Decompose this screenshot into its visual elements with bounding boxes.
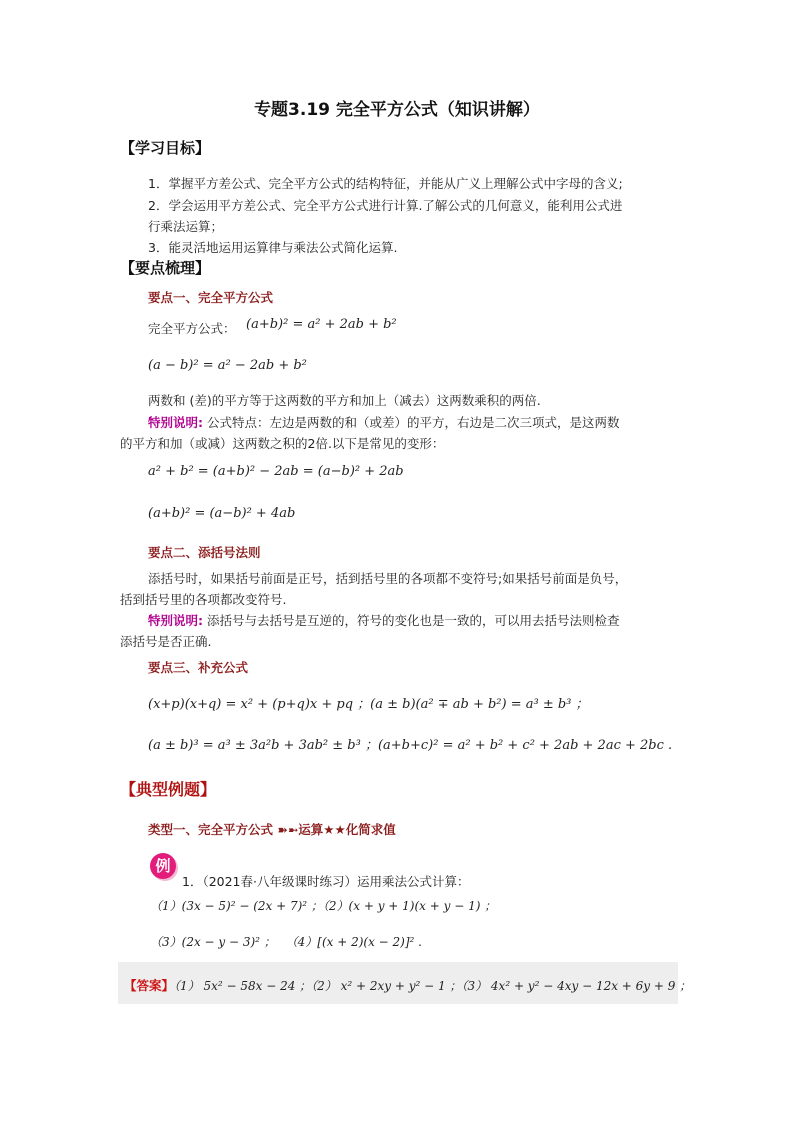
rule-text: 添括号时，如果括号前面是正号，括到括号里的各项都不变符号;如果括号前面是负号， [148, 571, 628, 586]
formula-square-of-sum: (a+b)² = a² + 2ab + b² [246, 317, 397, 332]
examples-heading: 【典型例题】 [120, 780, 217, 799]
formula-prefix: 完全平方公式： [148, 321, 236, 336]
variant-formula: a² + b² = (a+b)² − 2ab = (a−b)² + 2ab [148, 464, 404, 479]
page-title: 专题3.19 完全平方公式（知识讲解） [254, 100, 540, 120]
goal-item: 行乘法运算； [148, 219, 224, 234]
note-line-continued: 添括号是否正确. [120, 634, 212, 649]
example-badge-icon: 例 [150, 853, 176, 879]
formula-square-of-difference: (a − b)² = a² − 2ab + b² [148, 358, 307, 373]
rule-text: 括到括号里的各项都改变符号. [120, 592, 287, 607]
example-subquestions: （3）(2x − y − 3)² ； （4）[(x + 2)(x − 2)]² . [150, 935, 422, 949]
supplementary-formula: (x+p)(x+q) = x² + (p+q)x + pq ；(a ± b)(a² ∓ ab + b²) = a³ ± b³ ； [148, 697, 589, 712]
goal-item: 3．能灵活地运用运算律与乘法公式简化运算. [148, 240, 398, 255]
point2-heading: 要点二、添括号法则 [148, 545, 261, 560]
example-question: 1．（2021春·八年级课时练习）运用乘法公式计算： [182, 874, 470, 889]
learning-goals-heading: 【学习目标】 [120, 139, 211, 157]
note-line [148, 611, 619, 629]
answer-label: 【答案】 [124, 978, 175, 993]
answer-line [124, 975, 691, 994]
example-type-heading: 类型一、完全平方公式 ➽➼运算★★化简求值 [148, 822, 396, 837]
note-line [148, 413, 619, 431]
note-line-continued: 的平方和加（或减）这两数之积的2倍.以下是常见的变形： [120, 436, 445, 451]
point3-heading: 要点三、补充公式 [148, 660, 249, 675]
example-subquestions: （1）(3x − 5)² − (2x + 7)² ；（2）(x + y + 1)(x + y − 1) ； [150, 899, 497, 913]
supplementary-formula: (a ± b)³ = a³ ± 3a²b + 3ab² ± b³ ；(a+b+c)² = a² + b² + c² + 2ab + 2ac + 2bc . [148, 738, 673, 753]
note-label: 特别说明: [148, 613, 203, 628]
note-label: 特别说明: [148, 415, 203, 430]
formula-description: 两数和 (差)的平方等于这两数的平方和加上（减去）这两数乘积的两倍. [148, 393, 541, 408]
note-text: 添括号与去括号是互逆的，符号的变化也是一致的，可以用去括号法则检查 [203, 613, 620, 628]
point1-heading: 要点一、完全平方公式 [148, 290, 274, 305]
goal-item: 1．掌握平方差公式、完全平方公式的结构特征，并能从广义上理解公式中字母的含义; [148, 176, 623, 191]
answer-text: （1） 5x² − 58x − 24 ；（2） x² + 2xy + y² − 1 ；（3） 4x² + y² − 4xy − 12x + 6y + 9 ； [174, 979, 692, 993]
goal-item: 2．学会运用平方差公式、完全平方公式进行计算.了解公式的几何意义，能利用公式进 [148, 198, 623, 213]
note-text: 公式特点：左边是两数的和（或差）的平方，右边是二次三项式，是这两数 [203, 415, 620, 430]
variant-formula: (a+b)² = (a−b)² + 4ab [148, 506, 296, 521]
key-points-heading: 【要点梳理】 [120, 259, 211, 277]
